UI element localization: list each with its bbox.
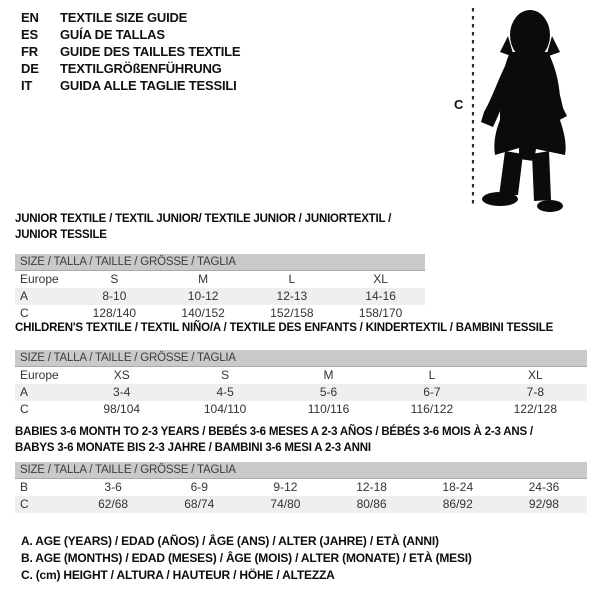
size-cell: 12-18 (356, 480, 387, 494)
size-cell: XS (113, 368, 130, 382)
size-cell: 98/104 (103, 402, 141, 416)
row-label: C (20, 402, 29, 416)
size-cell: 104/110 (203, 402, 247, 416)
size-cell: 86/92 (442, 497, 473, 511)
language-row (21, 60, 240, 77)
size-cell: 8-10 (102, 289, 127, 303)
language-code: ES (21, 27, 38, 42)
table-row (15, 367, 587, 384)
size-cell: 18-24 (442, 480, 474, 494)
size-cell: L (428, 368, 436, 382)
section-junior-textile (15, 211, 425, 322)
size-cell: S (110, 272, 119, 286)
size-header-bar: SIZE / TALLA / TAILLE / GRÖSSE / TAGLIA (15, 462, 587, 479)
language-title-block (21, 9, 240, 94)
size-cell: 68/74 (184, 497, 215, 511)
guide-title: GUIDA ALLE TAGLIE TESSILI (60, 78, 237, 93)
footnote-c: C. (cm) HEIGHT / ALTURA / HAUTEUR / HÖHE / ALTEZZA (21, 568, 335, 582)
size-cell: 128/140 (92, 306, 137, 320)
section-heading: CHILDREN'S TEXTILE / TEXTIL NIÑO/A / TEXTILE DES ENFANTS / KINDERTEXTIL / BAMBINI TESSILE (15, 322, 554, 334)
size-cell: M (198, 272, 209, 286)
table-row (15, 496, 587, 513)
row-label: Europe (20, 368, 59, 382)
size-cell: 152/158 (270, 306, 314, 320)
size-header-bar: SIZE / TALLA / TAILLE / GRÖSSE / TAGLIA (15, 254, 425, 271)
section-heading: BABIES 3-6 MONTH TO 2-3 YEARS / BEBÉS 3-6 MESES A 2-3 AÑOS / BÉBÉS 3-6 MOIS À 2-3 ANS / BABYS 3-6 MONATE BIS 2-3 JAHRE / BAMBINI 3-6 MESI A 2-3 ANNI (15, 426, 533, 454)
row-label: Europe (20, 272, 59, 286)
section-heading: JUNIOR TEXTILE / TEXTIL JUNIOR/ TEXTILE JUNIOR / JUNIORTEXTIL / JUNIOR TESSILE (15, 213, 392, 241)
size-cell: 122/128 (513, 402, 558, 416)
size-cell: 92/98 (528, 497, 559, 511)
language-row (21, 43, 240, 60)
size-cell: 7-8 (526, 385, 544, 399)
size-header-bar: SIZE / TALLA / TAILLE / GRÖSSE / TAGLIA (15, 350, 587, 367)
babies-size-table (15, 462, 587, 513)
size-cell: 3-4 (113, 385, 131, 399)
baby-silhouette-icon (448, 2, 598, 214)
row-label: C (20, 497, 29, 511)
size-cell: 62/68 (98, 497, 129, 511)
row-label: A (20, 385, 29, 399)
section-babies-textile (15, 424, 587, 513)
size-cell: 3-6 (104, 480, 122, 494)
junior-size-table (15, 254, 425, 322)
guide-title: GUIDE DES TAILLES TEXTILE (60, 44, 241, 59)
table-row (15, 479, 587, 496)
language-code: DE (21, 61, 39, 76)
size-cell: 80/86 (356, 497, 387, 511)
size-cell: 158/170 (358, 306, 403, 320)
size-cell: XL (527, 368, 543, 382)
size-cell: 110/116 (307, 402, 350, 416)
size-cell: 74/80 (270, 497, 301, 511)
guide-title: GUÍA DE TALLAS (60, 27, 165, 42)
size-cell: XL (373, 272, 388, 286)
size-cell: 12-13 (276, 289, 308, 303)
footnote-b: B. AGE (MONTHS) / EDAD (MESES) / ÂGE (MOIS) / ALTER (MONATE) / ETÀ (MESI) (21, 551, 472, 565)
table-row (15, 288, 425, 305)
size-cell: M (323, 368, 334, 382)
language-row (21, 26, 240, 43)
footnote-a: A. AGE (YEARS) / EDAD (AÑOS) / ÂGE (ANS) / ALTER (JAHRE) / ETÀ (ANNI) (21, 534, 439, 548)
table-row (15, 384, 587, 401)
baby-figure (448, 2, 598, 214)
guide-title: TEXTILE SIZE GUIDE (60, 10, 188, 25)
size-cell: 9-12 (273, 480, 298, 494)
height-measure-label: C (454, 97, 464, 112)
size-cell: S (221, 368, 230, 382)
section-childrens-textile (15, 320, 587, 418)
row-label: C (20, 306, 29, 320)
table-row (15, 401, 587, 418)
childrens-size-table (15, 350, 587, 418)
size-cell: L (288, 272, 296, 286)
language-row (21, 77, 240, 94)
size-cell: 140/152 (181, 306, 225, 320)
size-cell: 6-7 (423, 385, 441, 399)
size-cell: 10-12 (187, 289, 219, 303)
size-cell: 24-36 (528, 480, 560, 494)
size-cell: 6-9 (190, 480, 208, 494)
language-code: FR (21, 44, 38, 59)
language-code: IT (21, 78, 33, 93)
size-cell: 14-16 (365, 289, 396, 303)
language-row (21, 9, 240, 26)
row-label: A (20, 289, 29, 303)
size-cell: 4-5 (216, 385, 234, 399)
footnotes-block (21, 533, 472, 584)
table-row (15, 271, 425, 288)
size-cell: 5-6 (319, 385, 338, 399)
size-cell: 116/122 (410, 402, 454, 416)
guide-title: TEXTILGRÖßENFÜHRUNG (60, 61, 222, 76)
language-code: EN (21, 10, 39, 25)
row-label: B (20, 480, 29, 494)
